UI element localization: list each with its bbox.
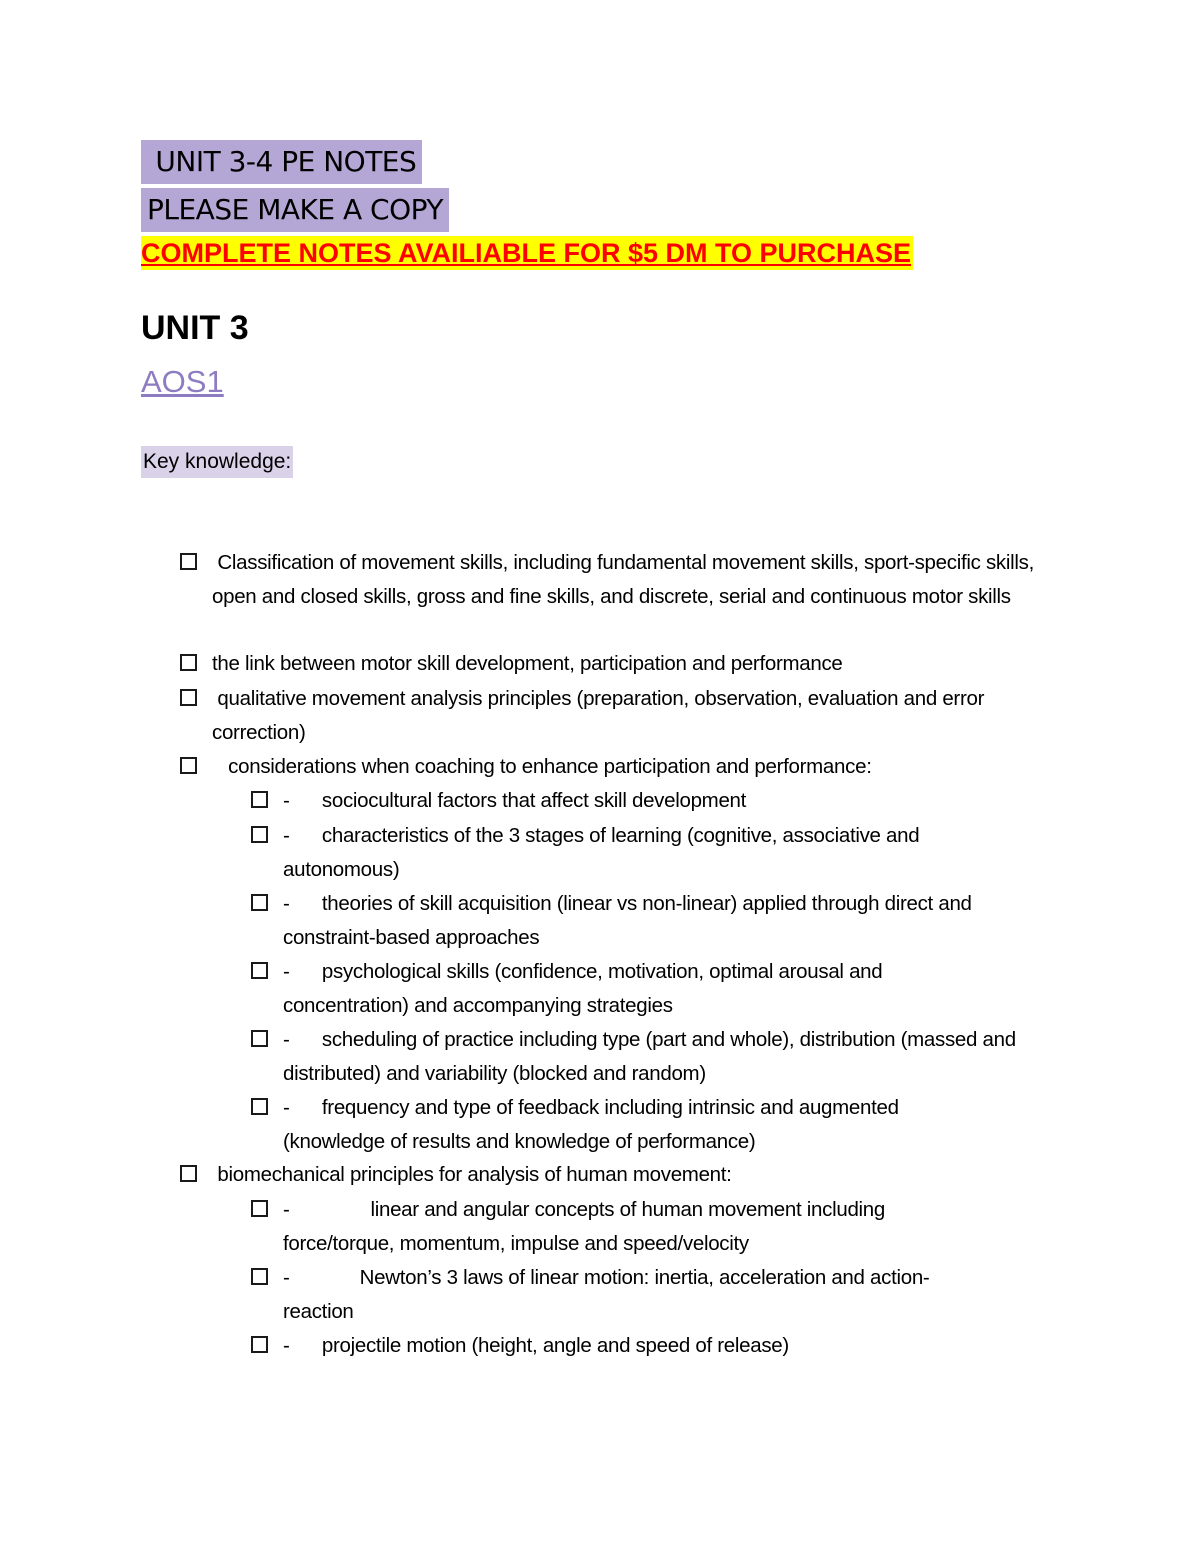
list-item-text: - characteristics of the 3 stages of learning (cognitive, associative and autonomous) — [283, 824, 925, 881]
checkbox-icon[interactable] — [251, 894, 268, 911]
unit-heading: UNIT 3 — [141, 309, 249, 347]
list-item-text: considerations when coaching to enhance participation and performance: — [212, 755, 872, 778]
key-knowledge-label: Key knowledge: — [141, 446, 293, 478]
checkbox-icon[interactable] — [251, 1098, 268, 1115]
list-item-text: - linear and angular concepts of human movement including force/torque, momentum, impulse and speed/velocity — [283, 1198, 891, 1255]
promo-banner: COMPLETE NOTES AVAILIABLE FOR $5 DM TO PURCHASE — [141, 238, 912, 268]
title-line-2 — [141, 188, 449, 232]
checkbox-icon[interactable] — [251, 791, 268, 808]
checkbox-icon[interactable] — [251, 1336, 268, 1353]
checkbox-icon[interactable] — [180, 553, 197, 570]
list-item-text: Classification of movement skills, including fundamental movement skills, sport-specific skills, open and closed skills, gross and fine skills, and discrete, serial and continuous motor skills — [212, 551, 1040, 608]
checkbox-icon[interactable] — [251, 1030, 268, 1047]
aos-heading: AOS1 — [141, 364, 224, 399]
copy-notice-highlight: PLEASE MAKE A COPY — [141, 188, 449, 232]
list-item-text: - sociocultural factors that affect skill development — [283, 789, 747, 812]
list-item-text: - frequency and type of feedback including intrinsic and augmented (knowledge of results and knowledge of performance) — [283, 1096, 905, 1153]
list-item-text: biomechanical principles for analysis of human movement: — [212, 1163, 732, 1186]
title-highlight: UNIT 3-4 PE NOTES — [141, 140, 422, 184]
checkbox-icon[interactable] — [251, 826, 268, 843]
checkbox-icon[interactable] — [180, 757, 197, 774]
list-item-text: - scheduling of practice including type (part and whole), distribution (massed and distributed) and variability (blocked and random) — [283, 1028, 1022, 1085]
list-item-text: the link between motor skill development, participation and performance — [212, 652, 843, 675]
checkbox-icon[interactable] — [180, 689, 197, 706]
checkbox-icon[interactable] — [251, 962, 268, 979]
list-item-text: - psychological skills (confidence, motivation, optimal arousal and concentration) and accompanying strategies — [283, 960, 888, 1017]
list-item-text: - Newton’s 3 laws of linear motion: inertia, acceleration and action-reaction — [283, 1266, 930, 1323]
checkbox-icon[interactable] — [251, 1200, 268, 1217]
list-item-text: qualitative movement analysis principles (preparation, observation, evaluation and error correction) — [212, 687, 990, 744]
checkbox-icon[interactable] — [180, 654, 197, 671]
checkbox-icon[interactable] — [251, 1268, 268, 1285]
list-item-text: - projectile motion (height, angle and speed of release) — [283, 1334, 789, 1357]
list-item-text: - theories of skill acquisition (linear vs non-linear) applied through direct and constraint-based approaches — [283, 892, 978, 949]
checkbox-icon[interactable] — [180, 1165, 197, 1182]
title-line-1 — [141, 140, 422, 184]
